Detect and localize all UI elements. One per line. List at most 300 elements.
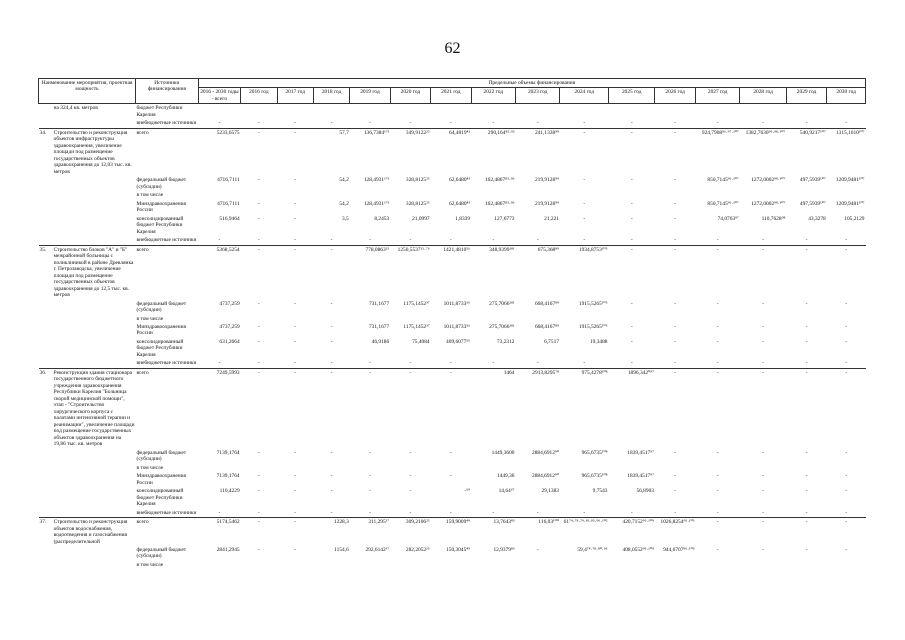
value-year: -	[409, 120, 412, 127]
value-year: -	[827, 245, 866, 299]
value-year: 13,7643⁸³	[471, 518, 515, 546]
value-year: 1915,5265¹⁰⁵	[578, 323, 608, 330]
value-year: -	[630, 200, 633, 207]
value-year	[471, 464, 515, 472]
header-year: 2018 год	[313, 88, 349, 104]
value-year: -	[294, 547, 297, 553]
value-total	[198, 191, 240, 199]
value-year: -	[695, 518, 739, 546]
page-number: 62	[444, 40, 461, 57]
value-year: -	[257, 547, 260, 553]
value-year: 75,4084	[412, 338, 430, 345]
header-source: Источники финансирования	[136, 79, 199, 104]
value-year	[277, 464, 313, 472]
value-year: 408,0552⁹⁶·¹⁰⁹	[622, 547, 654, 553]
row-number	[39, 359, 53, 368]
value-year	[695, 464, 739, 472]
value-year: -	[655, 128, 695, 176]
value-year: 349,9122²⁵	[390, 128, 430, 176]
value-year: 128,4931¹⁷³	[363, 200, 390, 207]
value-year: 1896,342⁰⁹⁷	[608, 368, 654, 448]
measure-name	[53, 215, 136, 236]
value-year: -	[695, 368, 739, 448]
value-year: 14,64⁶⁷	[498, 488, 515, 495]
value-year: -	[762, 323, 764, 330]
value-year: -	[716, 449, 719, 456]
value-year	[350, 104, 390, 119]
value-year: 348,9399¹⁸¹	[471, 245, 515, 299]
value-year: -	[630, 120, 633, 127]
value-year: 3,5	[342, 215, 349, 222]
value-year: -	[449, 237, 452, 244]
value-year: -	[277, 245, 313, 299]
value-year: 1011,8733⁵⁶	[443, 300, 471, 307]
value-year: 19,3488	[589, 338, 608, 345]
value-year: -	[294, 120, 297, 127]
value-year: -	[409, 237, 412, 244]
value-total: 110,4229	[219, 488, 240, 495]
value-year	[390, 104, 430, 119]
value-year: 2884,6912⁹⁰	[532, 473, 559, 480]
value-year: -	[409, 360, 412, 367]
value-year: -	[294, 177, 297, 184]
value-year	[471, 191, 515, 199]
table-row	[39, 509, 866, 518]
value-year	[695, 104, 739, 119]
value-year: 1421,4810⁵⁶	[431, 245, 471, 299]
measure-name	[53, 338, 136, 359]
value-year	[350, 191, 390, 199]
value-total: -	[218, 237, 221, 244]
value-year: -	[277, 368, 313, 448]
value-year: -	[241, 128, 277, 176]
value-year: -	[492, 509, 495, 516]
value-year: -	[257, 338, 260, 345]
measure-name	[53, 191, 136, 199]
value-year: -	[492, 360, 495, 367]
funding-source: всего	[136, 128, 199, 176]
value-year	[471, 104, 515, 119]
value-year: -	[845, 488, 848, 495]
value-year: -	[313, 368, 349, 448]
row-number	[39, 546, 53, 561]
value-year	[740, 464, 786, 472]
value-year	[516, 191, 560, 199]
value-year: -	[583, 509, 586, 516]
value-year: -	[674, 338, 677, 345]
value-year: -	[845, 237, 848, 244]
measure-name	[53, 464, 136, 472]
measure-name	[53, 119, 136, 128]
value-year: -	[630, 360, 633, 367]
value-year: 46,9186	[371, 338, 390, 345]
row-number	[39, 472, 53, 487]
funding-source: консолидированный бюджет Республики Карелия	[136, 338, 184, 358]
value-year: -	[369, 120, 371, 127]
value-year: 497,5939¹⁰⁷	[799, 177, 826, 184]
row-number	[39, 561, 53, 569]
value-year: 1839,4517⁹⁷	[627, 449, 654, 456]
value-year: -	[716, 360, 719, 367]
table-row	[39, 300, 866, 315]
value-year: -	[257, 200, 260, 207]
value-year: -	[805, 323, 808, 330]
value-year: -	[257, 360, 260, 367]
value-year: -	[257, 473, 260, 480]
value-year: -	[716, 509, 719, 516]
value-year: 62,6480⁴³	[449, 177, 471, 184]
header-year: 2019 год	[350, 88, 390, 104]
header-name: Наименование мероприятия, проектная мощность	[39, 79, 136, 104]
value-year	[241, 464, 277, 472]
value-year: 965,6735¹⁰⁸	[581, 473, 608, 480]
value-year: -	[330, 300, 333, 307]
value-year: 975,4278¹⁰⁸	[560, 368, 609, 448]
measure-name: Реконструкция здания стационара государственного бюджетного учреждения здравоохранения Республики Карелия "Больница скорой медицинской помощи", этап - "Строительство хирургического корпуса с палатами интенсивной терапии и реанимации", увеличение площади под размещение государственных объектов здравоохранения на 19,86 тыс. кв. метров	[53, 369, 135, 448]
value-year: 159,9009⁴⁹	[431, 518, 471, 546]
value-year: 56,8903	[636, 488, 654, 495]
value-year: -	[740, 245, 786, 299]
value-year: 275,7066¹⁸¹	[489, 323, 515, 330]
value-year: 944,6707⁹⁶·¹⁰³	[663, 547, 695, 553]
value-year: -	[294, 338, 297, 345]
value-year: -	[845, 338, 848, 345]
value-year	[277, 315, 313, 323]
value-year	[516, 464, 560, 472]
value-year: -	[827, 518, 866, 546]
table-row	[39, 368, 866, 448]
value-year: 420,7152⁹⁵·¹⁰⁹	[608, 518, 654, 546]
value-year	[608, 191, 654, 199]
row-number	[39, 487, 53, 508]
value-year	[313, 315, 349, 323]
value-year	[277, 191, 313, 199]
value-year: -	[762, 449, 764, 456]
value-year: -	[630, 215, 633, 222]
value-year: -	[449, 449, 452, 456]
measure-name	[53, 509, 136, 518]
value-year: 1175,1452³⁷	[403, 300, 430, 307]
value-year: 1934,8753¹⁰⁵	[560, 245, 609, 299]
value-year: 282,2052²⁵	[405, 547, 430, 553]
value-year: -	[845, 323, 848, 330]
value-year: 965,6735¹⁰⁸	[581, 449, 608, 456]
value-year: 1382,7630⁹⁶·⁹⁸·¹⁰⁷	[740, 128, 786, 176]
table-row	[39, 546, 866, 561]
value-year: -	[449, 473, 452, 480]
funding-source: в том числе	[136, 192, 164, 199]
funding-source: консолидированный бюджет Республики Карелия	[136, 215, 184, 235]
table-row	[39, 518, 866, 546]
funding-source: всего	[136, 518, 199, 546]
value-year: -	[762, 360, 764, 367]
value-total: 4716,7111	[217, 177, 240, 184]
value-year: 43,3278	[808, 215, 826, 222]
value-year	[786, 104, 826, 119]
value-year: -	[294, 300, 297, 307]
value-year: -	[241, 368, 277, 448]
table-row	[39, 215, 866, 236]
measure-name	[53, 561, 136, 569]
value-year: -	[630, 323, 633, 330]
value-year	[695, 315, 739, 323]
value-year	[608, 315, 654, 323]
value-year	[241, 315, 277, 323]
value-year: -	[762, 547, 764, 553]
value-year	[655, 464, 695, 472]
header-year: 2030 год	[827, 88, 866, 104]
value-year	[431, 104, 471, 119]
value-year: 54,2	[339, 177, 349, 184]
value-year: -	[536, 237, 539, 244]
measure-name	[53, 176, 136, 191]
header-year: 2025 год	[608, 88, 654, 104]
value-year: -	[740, 518, 786, 546]
value-year: -	[655, 245, 695, 299]
measure-name	[53, 472, 136, 487]
value-year: 241,1338⁹⁹	[516, 128, 560, 176]
value-year: 850,7145⁹⁶·¹⁰⁷	[707, 177, 739, 184]
value-year: -	[294, 200, 297, 207]
value-year	[655, 191, 695, 199]
value-year	[241, 104, 277, 119]
value-year	[655, 561, 695, 569]
value-year	[827, 464, 866, 472]
value-year: -	[369, 509, 371, 516]
value-total: -	[218, 509, 221, 516]
value-year: -	[845, 300, 848, 307]
value-year: -	[630, 338, 633, 345]
value-year: -	[330, 473, 333, 480]
value-year: 668,4167⁸⁹	[534, 323, 559, 330]
value-year: 731,1677	[368, 323, 390, 330]
value-year: -	[492, 120, 495, 127]
value-total: -	[218, 120, 221, 127]
value-year: 1,8339	[455, 215, 471, 222]
value-year: 1209,9481¹⁰⁷	[835, 200, 865, 207]
value-year: -	[786, 368, 826, 448]
value-year: 850,7145⁹⁶·¹⁰⁷	[707, 200, 739, 207]
value-year	[313, 191, 349, 199]
value-year: -	[845, 360, 848, 367]
value-year: -	[294, 488, 297, 495]
value-year	[277, 561, 313, 569]
header-year: 2021 год	[431, 88, 471, 104]
value-year: 116,03¹⁰⁰	[516, 518, 560, 546]
value-year: -	[294, 449, 297, 456]
header-year: 2027 год	[695, 88, 739, 104]
measure-name	[53, 315, 136, 323]
row-number	[39, 323, 53, 338]
value-year: -	[695, 245, 739, 299]
value-year: -	[805, 473, 808, 480]
row-number: 36.	[39, 368, 53, 448]
value-year: 12,9379⁸³	[493, 547, 515, 553]
value-year: 1272,0002⁹⁸·¹⁰⁷	[751, 177, 786, 184]
value-year: 150,3045⁴⁹	[446, 547, 471, 553]
funding-source: внебюджетные источники	[136, 509, 197, 516]
value-year: -	[674, 323, 677, 330]
value-year: 1026,8254⁹⁵·¹⁰³	[655, 518, 695, 546]
row-number	[39, 215, 53, 236]
value-year: -	[431, 368, 471, 448]
value-year: -	[716, 323, 719, 330]
funding-source: в том числе	[136, 561, 164, 568]
header-year: 2017 год	[277, 88, 313, 104]
value-year: 924,7908⁹⁶·⁹⁷·¹⁰⁷	[695, 128, 739, 176]
header-total: 2016 - 2030 годы - всего	[198, 88, 240, 104]
value-year	[827, 104, 866, 119]
value-year: 1315,1610¹⁰⁷	[827, 128, 866, 176]
value-year	[313, 561, 349, 569]
value-year: 219,9128⁹⁹	[534, 177, 559, 184]
value-year	[560, 104, 609, 119]
funding-source: всего	[136, 368, 199, 448]
row-number	[39, 300, 53, 315]
value-year	[431, 561, 471, 569]
value-year	[655, 104, 695, 119]
value-year: -	[674, 237, 677, 244]
row-number	[39, 191, 53, 199]
value-year: -	[294, 323, 297, 330]
value-total	[198, 315, 240, 323]
table-row	[39, 200, 866, 215]
value-year: -	[762, 237, 764, 244]
value-year	[827, 191, 866, 199]
value-year: 21,0997	[412, 215, 430, 222]
value-year: -	[536, 360, 539, 367]
header-year: 2022 год	[471, 88, 515, 104]
value-total: 7139,1764	[216, 449, 240, 456]
value-year: -	[330, 120, 333, 127]
value-year	[560, 561, 609, 569]
table-row	[39, 561, 866, 569]
value-year: 311,295¹⁷	[350, 518, 390, 546]
value-year: -	[536, 120, 539, 127]
row-number	[39, 338, 53, 359]
measure-name	[53, 487, 136, 508]
header-year: 2024 год	[560, 88, 609, 104]
value-year	[313, 464, 349, 472]
table-row	[39, 104, 866, 119]
funding-source: в том числе	[136, 315, 164, 322]
value-year: 328,8125²⁵	[405, 200, 430, 207]
measure-name	[53, 200, 136, 215]
value-year: 309,2106²⁵	[390, 518, 430, 546]
value-total: 7139,1764	[216, 473, 240, 480]
value-year: -	[674, 177, 677, 184]
value-year	[431, 315, 471, 323]
value-year: -	[740, 368, 786, 448]
value-year: 1839,4517⁹⁷	[627, 473, 654, 480]
value-year: -	[560, 128, 609, 176]
value-year	[390, 561, 430, 569]
value-year: 1011,8733⁵⁶	[443, 323, 471, 330]
value-year: -	[313, 245, 349, 299]
value-year: -	[449, 120, 452, 127]
funding-source: федеральный бюджет (субсидии)	[136, 177, 187, 190]
funding-source: бюджет Республики Карелия	[136, 105, 183, 118]
measure-name	[53, 323, 136, 338]
value-year: -	[583, 237, 586, 244]
value-year	[241, 191, 277, 199]
value-year: -	[257, 215, 260, 222]
row-number	[39, 104, 53, 119]
value-year	[350, 315, 390, 323]
value-year	[740, 315, 786, 323]
row-number: 34.	[39, 128, 53, 176]
value-year: 1272,0002⁹⁸·¹⁰⁷	[751, 200, 786, 207]
value-year: -	[716, 338, 719, 345]
value-year	[740, 104, 786, 119]
value-year	[695, 191, 739, 199]
value-year: -	[583, 120, 586, 127]
value-year	[827, 561, 866, 569]
value-year: -	[716, 547, 719, 553]
value-total: 4737,259	[219, 323, 240, 330]
value-year: -	[257, 488, 260, 495]
value-year	[390, 315, 430, 323]
value-year: -	[277, 128, 313, 176]
value-year: -	[674, 473, 677, 480]
value-year	[608, 561, 654, 569]
table-row	[39, 359, 866, 368]
value-year	[241, 561, 277, 569]
value-year: -	[674, 120, 677, 127]
value-year	[471, 561, 515, 569]
row-number	[39, 449, 53, 464]
value-year: 61⁷⁴·⁷⁸·⁷⁹·⁸¹·⁸⁵·⁹⁶·¹⁰²	[560, 518, 609, 546]
value-year: 1154,6	[334, 547, 349, 553]
value-year: -	[369, 237, 371, 244]
value-year: 162,4867⁸⁵·⁹⁶	[484, 200, 515, 207]
value-year: -	[674, 449, 677, 456]
value-year: -	[630, 177, 633, 184]
measure-name	[53, 359, 136, 368]
table-row	[39, 128, 866, 176]
value-year: -	[608, 245, 654, 299]
value-year: -	[716, 473, 719, 480]
header-year: 2016 год	[241, 88, 277, 104]
row-number	[39, 509, 53, 518]
value-total: 2841,2945	[216, 547, 240, 553]
value-year	[431, 464, 471, 472]
value-year: -	[330, 338, 333, 345]
value-year: -	[716, 488, 719, 495]
value-year: 292,6142¹⁷	[365, 547, 390, 553]
value-year: -	[786, 518, 826, 546]
value-year: -	[845, 473, 848, 480]
value-year: -	[674, 215, 677, 222]
measure-name: Строительство блоков "А" и "Б" межрайонной больницы с поликлиникой в районе Древлянка г. Петрозаводска, увеличение площади под размещение государственных объектов здравоохранения до 12,5 тыс. кв. метров	[53, 245, 136, 299]
value-year: -	[674, 488, 677, 495]
value-year: -	[330, 323, 333, 330]
row-number	[39, 464, 53, 472]
header-year: 2020 год	[390, 88, 430, 104]
value-year: -	[805, 547, 808, 553]
value-year: -	[257, 449, 260, 456]
value-year: 1209,9481¹⁰⁷	[835, 177, 865, 184]
value-year	[608, 104, 654, 119]
funding-source: внебюджетные источники	[136, 237, 197, 244]
value-total: 5174,5462	[198, 518, 240, 546]
value-year: -	[492, 237, 495, 244]
value-year: -	[674, 360, 677, 367]
table-row	[39, 449, 866, 464]
value-year	[560, 464, 609, 472]
value-year: 59,4⁷⁴·⁷⁸·⁸⁰·⁹⁶	[577, 547, 608, 553]
value-total: 5368,5254	[198, 245, 240, 299]
